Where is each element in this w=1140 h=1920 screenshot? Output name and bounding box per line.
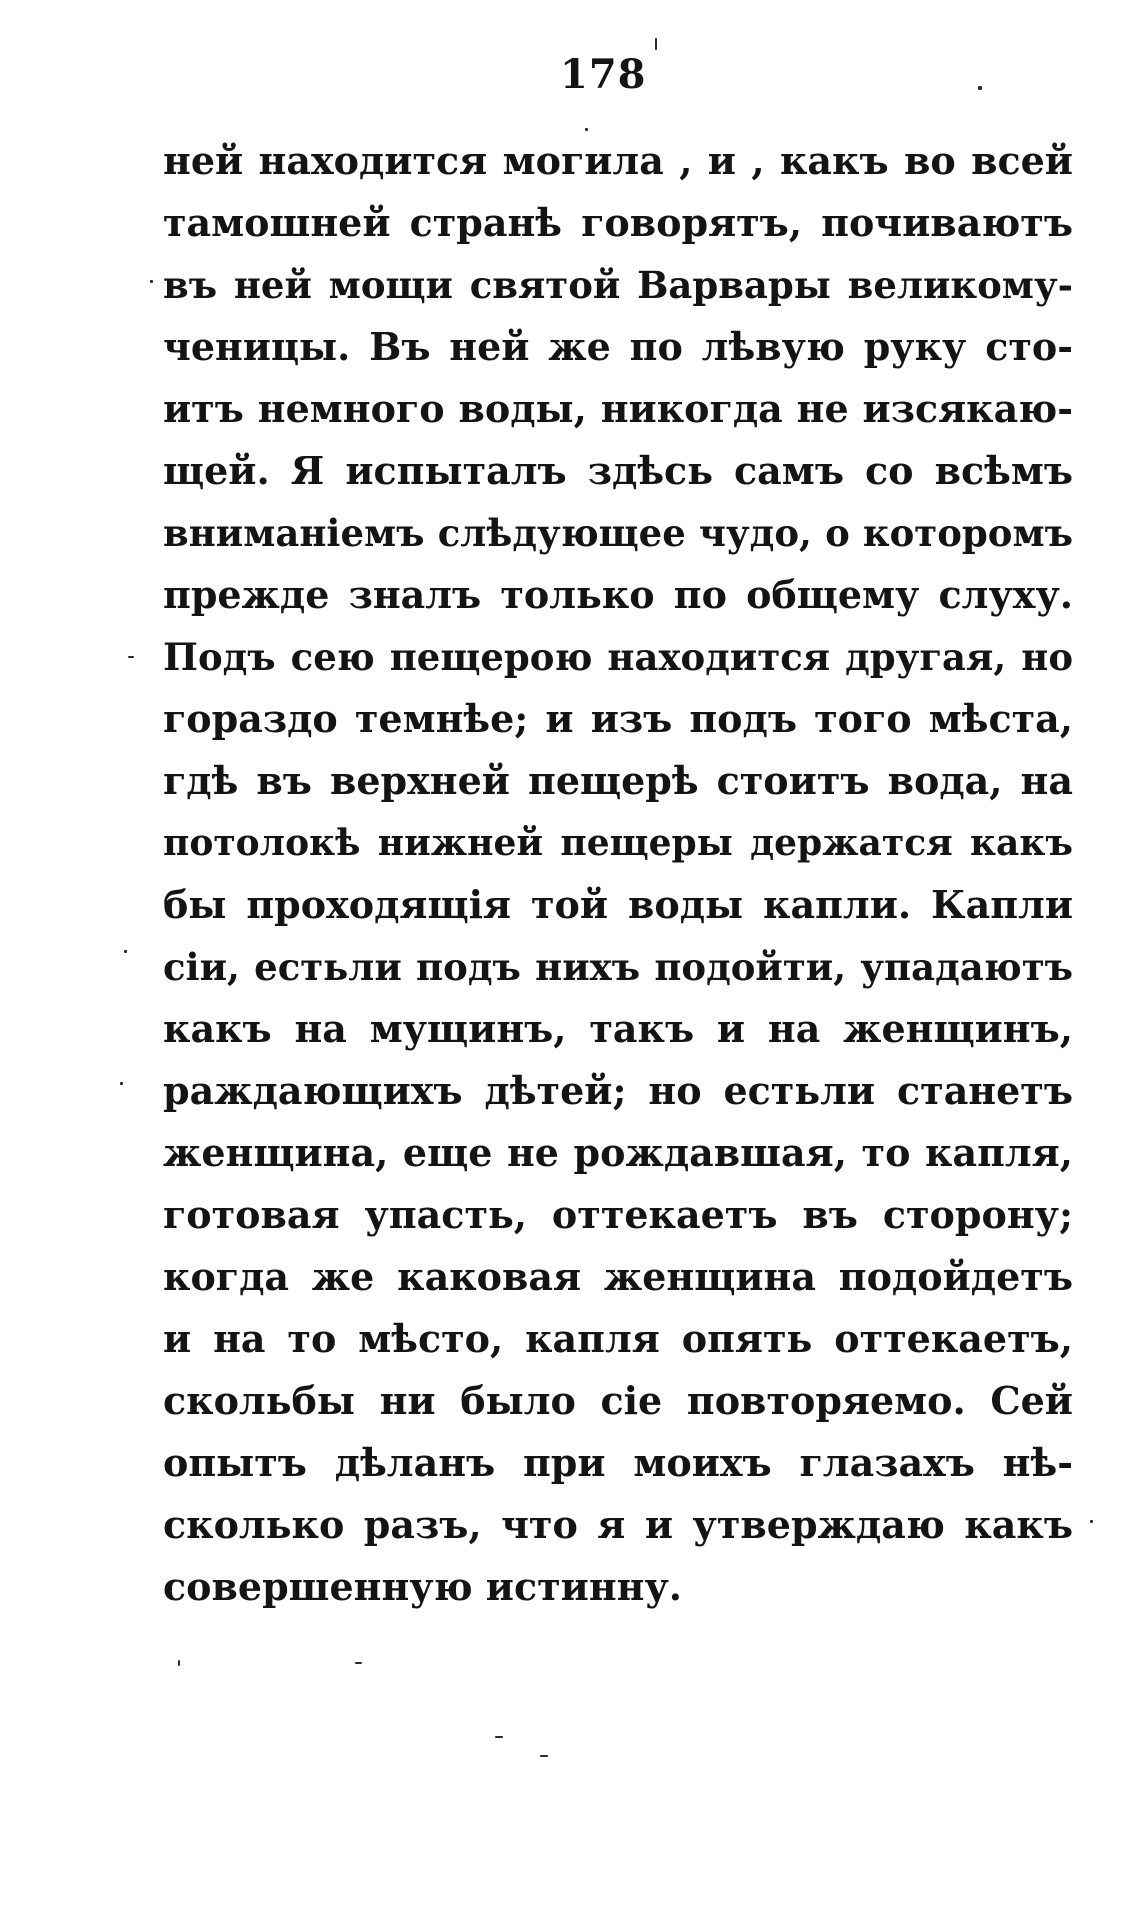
text-line: тамошней странѣ говорятъ, почиваютъ [163, 200, 1073, 245]
scan-speck [128, 656, 134, 658]
scan-speck [495, 1736, 503, 1738]
scan-speck [150, 280, 153, 283]
text-line: гдѣ въ верхней пещерѣ стоитъ вода, на [163, 758, 1073, 803]
text-line: въ ней мощи святой Варвары великому- [163, 263, 1073, 307]
body-text [163, 130, 1073, 1618]
text-line: опытъ дѣланъ при моихъ глазахъ нѣ- [163, 1440, 1073, 1485]
text-line: итъ немного воды, никогда не изсякаю- [163, 386, 1073, 431]
page-number: 178 [560, 51, 647, 98]
text-line: бы проходящiя той воды капли. Капли [163, 882, 1073, 927]
text-line: готовая упасть, оттекаетъ въ сторону; [163, 1192, 1073, 1237]
text-line: прежде зналъ только по общему слуху. [163, 572, 1073, 617]
scan-speck [120, 1082, 123, 1085]
text-line: сколько разъ, что я и утверждаю какъ [163, 1502, 1073, 1547]
scan-speck [585, 128, 588, 131]
text-line: женщина, еще не рождавшая, то капля, [163, 1130, 1073, 1175]
text-line: и на то мѣсто, капля опять оттекаетъ, [163, 1316, 1073, 1361]
text-line: ченицы. Въ ней же по лѣвую руку сто- [163, 324, 1073, 369]
scan-speck [355, 1662, 362, 1664]
text-line: гораздо темнѣе; и изъ подъ того мѣста, [163, 696, 1073, 741]
text-line: скольбы ни было сiе повторяемо. Сей [163, 1378, 1073, 1423]
text-line: сiи, естьли подъ нихъ подойти, упадаютъ [163, 945, 1073, 989]
scan-speck [655, 38, 657, 50]
scan-speck [124, 950, 127, 953]
text-line: потолокѣ нижней пещеры держатся какъ [163, 822, 1073, 864]
text-line-last: совершенную истинну. [163, 1564, 683, 1609]
text-line: щей. Я испыталъ здѣсь самъ со всѣмъ [163, 448, 1073, 493]
text-line: какъ на мущинъ, такъ и на женщинъ, [163, 1006, 1073, 1051]
text-line: вниманiемъ слѣдующее чудо, о которомъ [163, 511, 1073, 555]
text-line: ней находится могила , и , какъ во всей [163, 138, 1073, 183]
text-line: раждающихъ дѣтей; но естьли станетъ [163, 1068, 1073, 1113]
text-line: Подъ сею пещерою находится другая, но [163, 635, 1073, 679]
text-line: когда же каковая женщина подойдетъ [163, 1254, 1073, 1299]
scan-speck [178, 1660, 180, 1666]
scan-speck [540, 1755, 548, 1757]
scan-speck [1090, 1520, 1093, 1523]
scan-speck [978, 86, 982, 90]
